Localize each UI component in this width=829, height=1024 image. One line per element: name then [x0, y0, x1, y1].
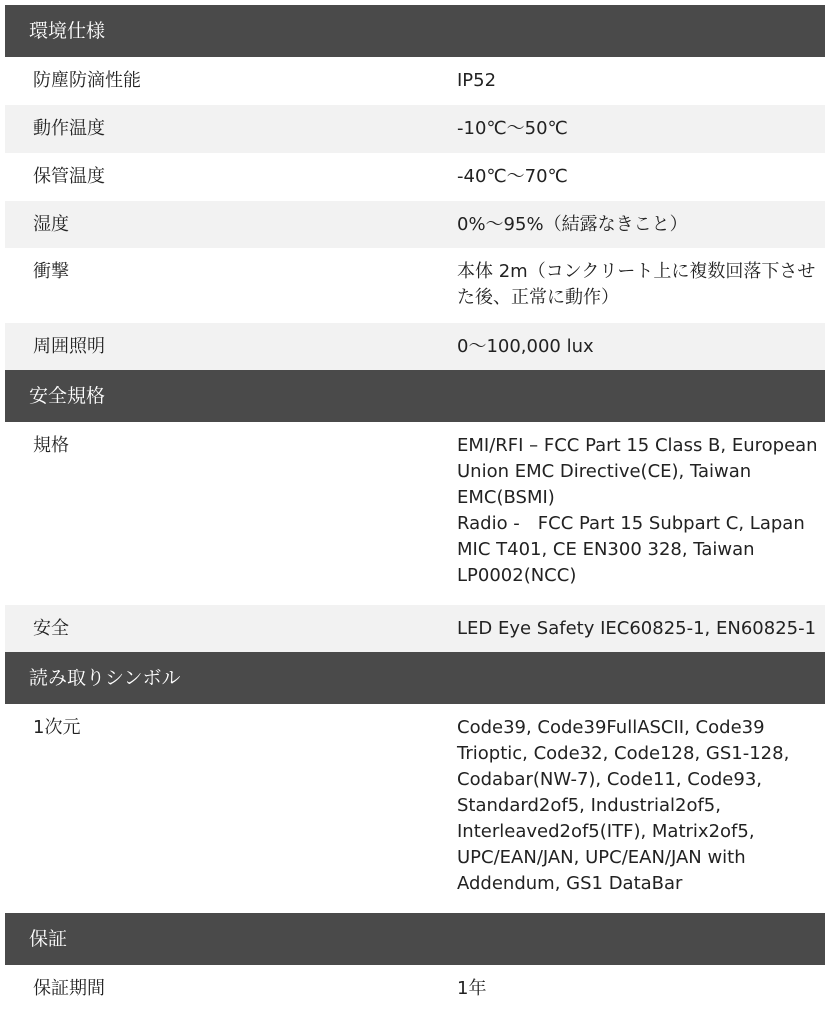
spec-label: 安全 — [33, 618, 69, 639]
spec-label: 動作温度 — [33, 118, 105, 139]
spec-value: -10℃～50℃ — [457, 118, 568, 139]
spec-table — [5, 5, 825, 1013]
spec-row — [5, 422, 825, 605]
spec-value: Code39, Code39FullASCII, Code39 Trioptic, Code32, Code128, GS1-128, Codabar(NW-7), Code11, Code93, Standard2of5, Industrial2of5, Interleaved2of5(ITF), Matrix2of5, UPC/EAN/JAN, UPC/EAN/JAN with Addendum, GS1 DataBar — [457, 717, 790, 894]
spec-row — [5, 605, 825, 652]
spec-value: 0%～95%（結露なきこと） — [457, 214, 688, 235]
spec-value: 本体 2m（コンクリート上に複数回落下させた後、正常に動作） — [457, 261, 816, 308]
spec-value: EMI/RFI – FCC Part 15 Class B, European Union EMC Directive(CE), Taiwan EMC(BSMI) Radio - FCC Part 15 Subpart C, Lapan MIC T401, CE EN300 328, Taiwan LP0002(NCC) — [457, 435, 818, 586]
section-header-environment: 環境仕様 — [5, 5, 825, 57]
spec-row — [5, 201, 825, 248]
spec-label: 衝撃 — [33, 261, 69, 282]
spec-value: LED Eye Safety IEC60825-1, EN60825-1 — [457, 618, 817, 639]
spec-value: -40℃～70℃ — [457, 166, 568, 187]
spec-label: 周囲照明 — [33, 336, 105, 357]
spec-label: 規格 — [33, 435, 69, 456]
spec-value: 1年 — [457, 978, 487, 999]
spec-row — [5, 965, 825, 1013]
spec-row — [5, 105, 825, 153]
section-header-warranty: 保証 — [5, 913, 825, 965]
spec-row — [5, 704, 825, 913]
spec-label: 1次元 — [33, 717, 81, 738]
spec-row — [5, 323, 825, 370]
spec-label: 保証期間 — [33, 978, 105, 999]
spec-value: 0～100,000 lux — [457, 336, 594, 357]
spec-row — [5, 57, 825, 105]
spec-label: 保管温度 — [33, 166, 105, 187]
spec-row — [5, 248, 825, 323]
spec-label: 防塵防滴性能 — [33, 70, 141, 91]
section-header-safety: 安全規格 — [5, 370, 825, 422]
spec-value: IP52 — [457, 70, 497, 91]
spec-row — [5, 153, 825, 201]
spec-label: 湿度 — [33, 214, 69, 235]
section-header-symbologies: 読み取りシンボル — [5, 652, 825, 704]
